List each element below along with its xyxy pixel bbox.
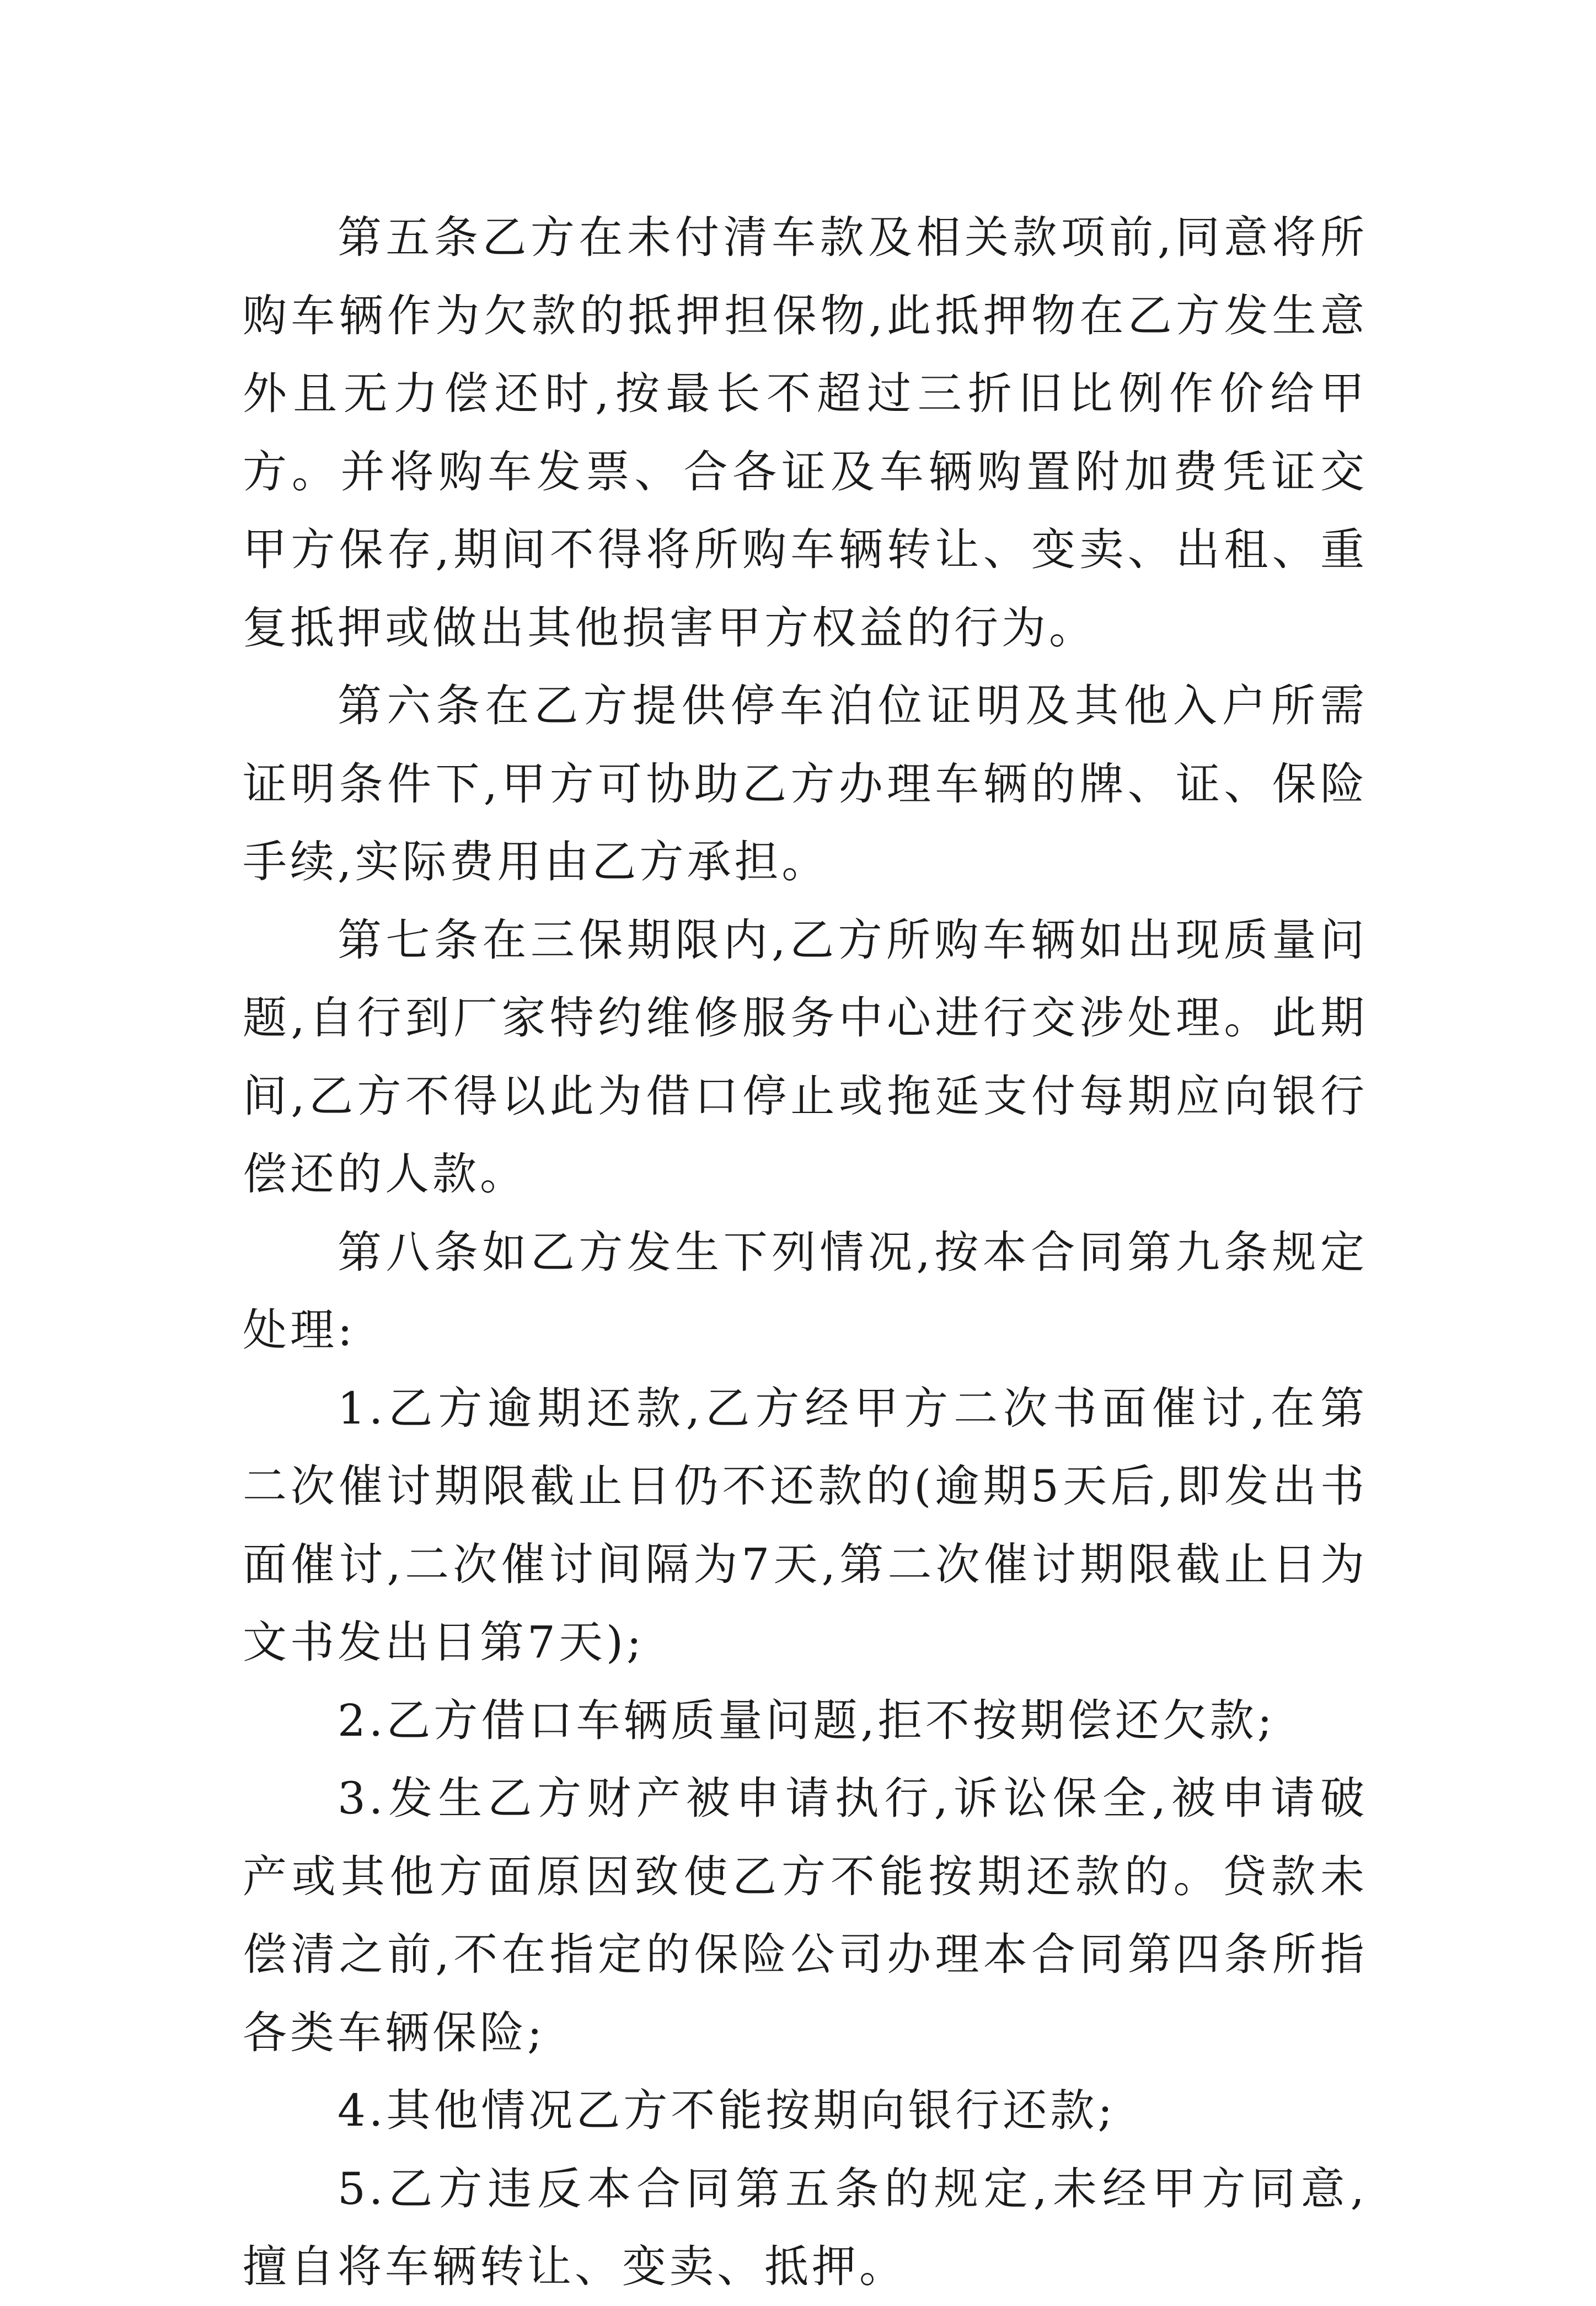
clause-5-paragraph: 第五条乙方在未付清车款及相关款项前,同意将所购车辆作为欠款的抵押担保物,此抵押物在乙方发生意外且无力偿还时,按最长不超过三折旧比例作价给甲方。并将购车发票、合各证及车辆购置附加费凭证交甲方保存,期间不得将所购车辆转让、变卖、出租、重复抵押或做出其他损害甲方权益的行为。 [243,212,1368,654]
clause-8-paragraph: 第八条如乙方发生下列情况,按本合同第九条规定处理: [243,1226,1368,1356]
clause-8-item-5: 5.乙方违反本合同第五条的规定,未经甲方同意,擅自将车辆转让、变卖、抵押。 [243,2163,1368,2292]
clause-8-item-2: 2.乙方借口车辆质量问题,拒不按期偿还欠款; [338,1694,1276,1746]
clause-7-paragraph: 第七条在三保期限内,乙方所购车辆如出现质量问题,自行到厂家特约维修服务中心进行交涉处理。此期间,乙方不得以此为借口停止或拖延支付每期应向银行偿还的人款。 [243,914,1368,1200]
clause-8-item-1: 1.乙方逾期还款,乙方经甲方二次书面催讨,在第二次催讨期限截止日仍不还款的(逾期5天后,即发出书面催讨,二次催讨间隔为7天,第二次催讨期限截止日为文书发出日第7天); [243,1382,1368,1668]
clause-8-item-3: 3.发生乙方财产被申请执行,诉讼保全,被申请破产或其他方面原因致使乙方不能按期还款的。贷款未偿清之前,不在指定的保险公司办理本合同第四条所指各类车辆保险; [243,1773,1368,2058]
clause-8-item-4: 4.其他情况乙方不能按期向银行还款; [338,2085,1116,2136]
document-body [243,199,1368,2306]
clause-6-paragraph: 第六条在乙方提供停车泊位证明及其他入户所需证明条件下,甲方可协助乙方办理车辆的牌、证、保险手续,实际费用由乙方承担。 [243,680,1368,887]
